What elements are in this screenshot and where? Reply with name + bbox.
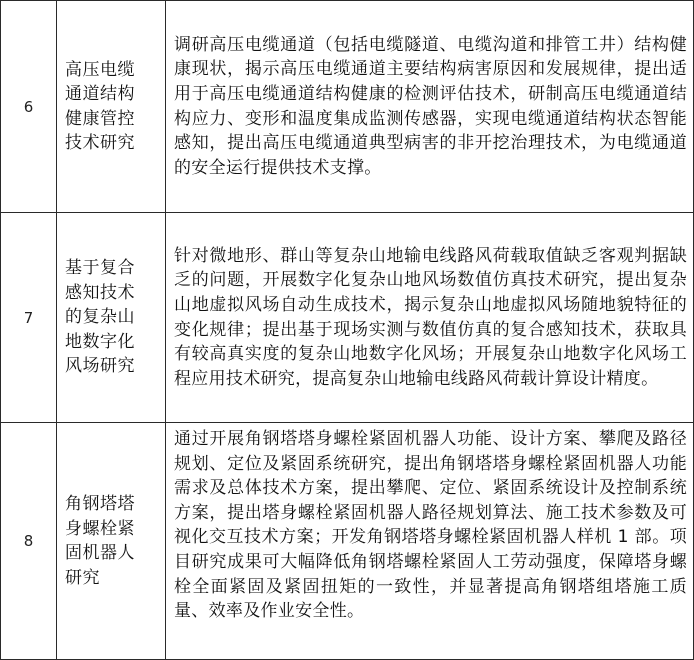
- project-title: [57, 423, 166, 660]
- table-row: [1, 1, 694, 213]
- project-title-line: 高压电缆: [65, 59, 135, 80]
- project-title-line: 感知技术: [65, 282, 135, 303]
- project-title-line: 身螺栓紧: [65, 518, 135, 539]
- project-description: 调研高压电缆通道（包括电缆隧道、电缆沟道和排管工井）结构健康现状，揭示高压电缆通道主要结构病害原因和发展规律，提出适用于高压电缆通道结构健康的检测评估技术，研制高压电缆通道结构应力、变形和温度集成监测传感器，实现电缆通道结构状态智能感知，提出高压电缆通道典型病害的非开挖治理技术，为电缆通道的安全运行提供技术支撑。: [166, 1, 694, 213]
- table-row: [1, 213, 694, 423]
- project-title-line: 通道结构: [65, 84, 135, 104]
- project-title-line: 风场研究: [65, 356, 135, 377]
- project-title-line: 基于复合: [65, 258, 135, 279]
- table-row: [1, 423, 694, 660]
- row-number: 7: [1, 213, 57, 423]
- project-description: 通过开展角钢塔塔身螺栓紧固机器人功能、设计方案、攀爬及路径规划、定位及紧固系统研究，提出角钢塔塔身螺栓紧固机器人功能需求及总体技术方案，提出攀爬、定位、紧固系统设计及控制系统方案，提出塔身螺栓紧固机器人路径规划算法、施工技术参数及可视化交互技术方案；开发角钢塔塔身螺栓紧固机器人样机 1 部。项目研究成果可大幅降低角钢塔螺栓紧固人工劳动强度，保障塔身螺栓全面紧固及紧固扭矩的一致性，并显著提高角钢塔组塔施工质量、效率及作业安全性。: [166, 423, 694, 660]
- project-title-line: 健康管控: [65, 108, 135, 129]
- project-title-line: 固机器人: [65, 543, 135, 563]
- row-number: 6: [1, 1, 57, 213]
- project-title-line: 技术研究: [65, 133, 135, 153]
- project-title-line: 地数字化: [65, 331, 135, 352]
- row-number: 8: [1, 423, 57, 660]
- project-description: 针对微地形、群山等复杂山地输电线路风荷载取值缺乏客观判据缺乏的问题，开展数字化复杂山地风场数值仿真技术研究，提出复杂山地虚拟风场自动生成技术，揭示复杂山地虚拟风场随地貌特征的变化规律；提出基于现场实测与数值仿真的复合感知技术，获取具有较高真实度的复杂山地数字化风场；开展复杂山地数字化风场工程应用技术研究，提高复杂山地输电线路风荷载计算设计精度。: [166, 213, 694, 423]
- project-title: [57, 213, 166, 423]
- project-title-line: 的复杂山: [65, 307, 135, 328]
- project-title-line: 研究: [65, 567, 100, 588]
- project-title: [57, 1, 166, 213]
- project-title-line: 角钢塔塔: [65, 494, 135, 514]
